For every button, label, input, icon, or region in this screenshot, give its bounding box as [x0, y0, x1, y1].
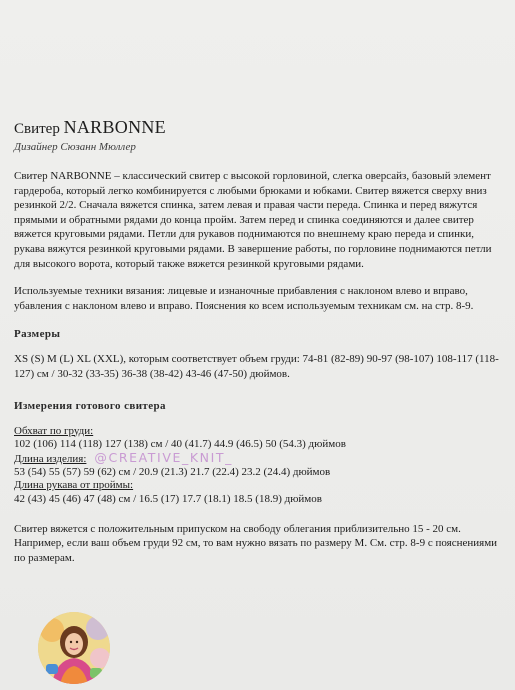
sleeve-label: Длина рукава от проймы:: [14, 479, 134, 492]
length-label-row: [14, 451, 500, 466]
chest-value: 102 (106) 114 (118) 127 (138) см / 40 (41.7) 44.9 (46.5) 50 (54.3) дюймов: [14, 437, 346, 450]
sleeve-value: 42 (43) 45 (46) 47 (48) см / 16.5 (17) 17.7 (18.1) 18.5 (18.9) дюймов: [14, 492, 322, 505]
document-content: [14, 118, 500, 566]
sizes-heading: Размеры: [14, 328, 61, 341]
measurements-block: [14, 425, 500, 506]
watermark-handle: @CREATIVE_KNIT_: [94, 449, 233, 465]
designer-credit: Дизайнер Сюзанн Мюллер: [14, 141, 136, 153]
pattern-title: [14, 118, 500, 138]
chest-label: Обхват по груди:: [14, 424, 94, 437]
measurements-heading: Измерения готового свитера: [14, 399, 166, 412]
title-brand: NARBONNE: [63, 117, 166, 137]
knitter-avatar-icon: [38, 612, 110, 684]
title-prefix: Свитер: [14, 121, 60, 137]
intro-paragraph: Свитер NARBONNE – классический свитер с высокой горловиной, слегка оверсайз, базовый элемент гардероба, который легко комбинируется с любыми брюками и юбками. Свитер вяжется сверху вниз резинкой 2/2. Сначала вяжется спинка, затем левая и правая части переда. Спинка и перед вяжутся прямыми и обратными рядами до конца пройм. Затем перед и спинка соединяются и далее свитер вяжется круговыми рядами. Петли для рукавов поднимаются по внешнему краю переда и спинки, рукава вяжутся резинкой круговыми рядами. В завершение работы, по горловине поднимаются петли для высокого ворота, который также вяжется резинкой круговыми рядами.: [14, 170, 492, 270]
length-label: Длина изделия:: [14, 452, 87, 465]
fit-paragraph: Свитер вяжется с положительным припуском на свободу облегания приблизительно 15 - 20 см. Например, если ваш объем груди 92 см, то вам нужно вязать по размеру M. См. стр. 8-9 с пояснениями по размерам.: [14, 522, 498, 564]
techniques-paragraph: Используемые техники вязания: лицевые и изнаночные прибавления с наклоном влево и вправо, убавления с наклоном влево и вправо. Пояснения ко всем используемым техникам см. на стр. 8-9.: [14, 285, 474, 312]
sizes-text: XS (S) M (L) XL (XXL), которым соответствует объем груди: 74-81 (82-89) 90-97 (98-107) 108-117 (118-127) см / 30-32 (33-35) 36-38 (38-42) 43-46 (47-50) дюймов.: [14, 353, 499, 380]
length-value: 53 (54) 55 (57) 59 (62) см / 20.9 (21.3) 21.7 (22.4) 23.2 (24.4) дюймов: [14, 466, 331, 479]
